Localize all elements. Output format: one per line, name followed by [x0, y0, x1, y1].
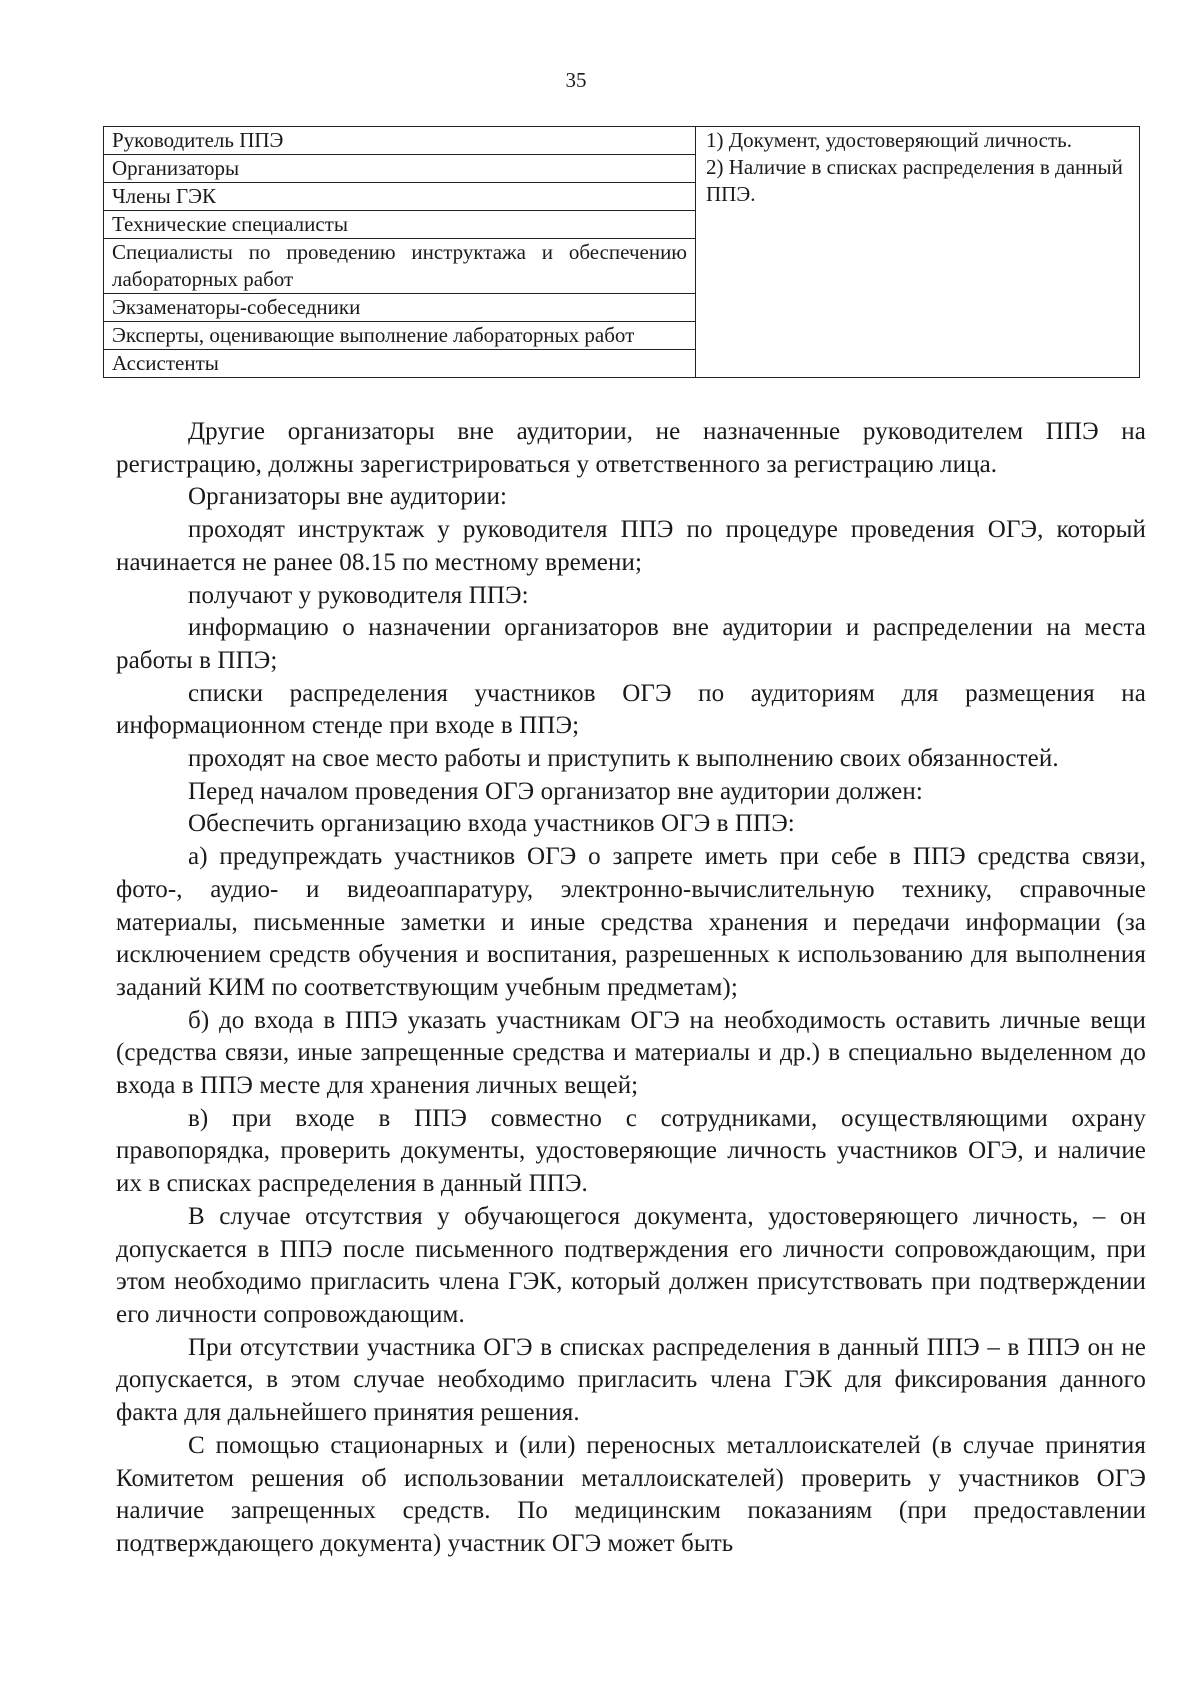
requirements-cell	[696, 127, 1140, 378]
paragraph: а) предупреждать участников ОГЭ о запрете иметь при себе в ППЭ средства связи, фото-, аудио- и видеоаппаратуру, электронно-вычислительную технику, справочные материалы, письменные заметки и иные средства хранения и передачи информации (за исключением средств обучения и воспитания, разрешенных к использованию для выполнения заданий КИМ по соответствующим учебным предметам);	[116, 843, 1146, 1001]
role-cell: Экзаменаторы-собеседники	[104, 294, 696, 322]
paragraph: Перед началом проведения ОГЭ организатор вне аудитории должен:	[188, 777, 923, 805]
requirement-item: 2) Наличие в списках распределения в данный ППЭ.	[706, 155, 1123, 206]
paragraph: Обеспечить организацию входа участников ОГЭ в ППЭ:	[188, 810, 795, 838]
paragraph: С помощью стационарных и (или) переносных металлоискателей (в случае принятия Комитетом решения об использовании металлоискателей) проверить у участников ОГЭ наличие запрещенных средств. По медицинским показаниям (при предоставлении подтверждающего документа) участник ОГЭ может быть	[116, 1431, 1146, 1557]
page-number: 35	[565, 68, 587, 92]
table-row	[104, 127, 1140, 155]
paragraph: проходят инструктаж у руководителя ППЭ по процедуре проведения ОГЭ, который начинается не ранее 08.15 по местному времени;	[116, 516, 1146, 576]
paragraph: б) до входа в ППЭ указать участникам ОГЭ на необходимость оставить личные вещи (средства связи, иные запрещенные средства и материалы и др.) в специально выделенном до входа в ППЭ месте для хранения личных вещей;	[116, 1006, 1146, 1100]
paragraph: получают у руководителя ППЭ:	[188, 581, 529, 609]
paragraph: в) при входе в ППЭ совместно с сотрудниками, осуществляющими охрану правопорядка, проверить документы, удостоверяющие личность участников ОГЭ, и наличие их в списках распределения в данный ППЭ.	[116, 1104, 1146, 1198]
paragraph: информацию о назначении организаторов вне аудитории и распределении на места работы в ППЭ;	[116, 614, 1146, 674]
role-cell: Технические специалисты	[104, 211, 696, 239]
role-cell: Организаторы	[104, 155, 696, 183]
role-cell: Эксперты, оценивающие выполнение лабораторных работ	[104, 322, 696, 350]
paragraph: В случае отсутствия у обучающегося документа, удостоверяющего личность, – он допускается в ППЭ после письменного подтверждения его личности сопровождающим, при этом необходимо пригласить члена ГЭК, который должен присутствовать при подтверждении его личности сопровождающим.	[116, 1202, 1146, 1328]
access-table	[103, 126, 1140, 378]
role-cell: Члены ГЭК	[104, 183, 696, 211]
role-cell: Ассистенты	[104, 350, 696, 378]
paragraph: Организаторы вне аудитории:	[188, 483, 508, 511]
paragraph: списки распределения участников ОГЭ по аудиториям для размещения на информационном стенде при входе в ППЭ;	[116, 679, 1146, 740]
requirement-item: 1) Документ, удостоверяющий личность.	[706, 128, 1072, 152]
role-cell: Специалисты по проведению инструктажа и обеспечению лабораторных работ	[104, 239, 696, 294]
paragraph: При отсутствии участника ОГЭ в списках распределения в данный ППЭ – в ППЭ он не допускается, в этом случае необходимо пригласить члена ГЭК для фиксирования данного факта для дальнейшего принятия решения.	[116, 1333, 1146, 1427]
role-cell: Руководитель ППЭ	[104, 127, 696, 155]
paragraph: Другие организаторы вне аудитории, не назначенные руководителем ППЭ на регистрацию, должны зарегистрироваться у ответственного за регистрацию лица.	[116, 418, 1146, 478]
body-text	[116, 416, 1146, 1561]
paragraph: проходят на свое место работы и приступить к выполнению своих обязанностей.	[188, 745, 1059, 773]
